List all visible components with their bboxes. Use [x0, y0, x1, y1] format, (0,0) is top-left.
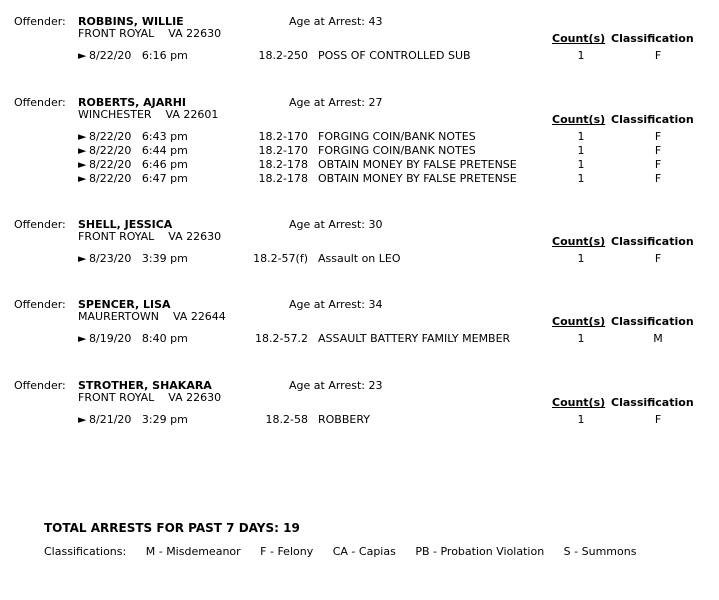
arrow-icon: ► — [78, 172, 87, 185]
offender-address: FRONT ROYAL VA 22630 — [78, 230, 222, 243]
charge-code: 18.2-57.2 — [255, 332, 308, 345]
charge-row — [0, 332, 719, 346]
charge-code: 18.2-58 — [265, 413, 308, 426]
charge-count: 1 — [577, 130, 585, 143]
charge-row — [0, 49, 719, 63]
arrow-icon: ► — [78, 158, 87, 171]
arrow-icon: ► — [78, 252, 87, 265]
arrow-icon: ► — [78, 49, 87, 62]
offender-address: WINCHESTER VA 22601 — [78, 108, 219, 121]
offender-label: Offender: — [14, 379, 66, 392]
charge-description: ASSAULT BATTERY FAMILY MEMBER — [318, 332, 511, 345]
charge-code: 18.2-178 — [258, 172, 308, 185]
charge-classification: F — [654, 158, 662, 171]
legend-item: M - Misdemeanor — [145, 545, 241, 558]
age-label: Age at Arrest: — [289, 218, 365, 231]
offender-address: MAURERTOWN VA 22644 — [78, 310, 226, 323]
classification-header: Classification — [611, 235, 694, 248]
classification-legend — [44, 545, 652, 558]
charge-classification: M — [653, 332, 663, 345]
legend-item: CA - Capias — [332, 545, 396, 558]
offender-label: Offender: — [14, 15, 66, 28]
classification-header: Classification — [611, 396, 694, 409]
legend-item: PB - Probation Violation — [415, 545, 545, 558]
age-value: 34 — [368, 298, 383, 311]
charge-classification: F — [654, 130, 662, 143]
charge-description: POSS OF CONTROLLED SUB — [318, 49, 471, 62]
charge-row — [0, 413, 719, 427]
age-label: Age at Arrest: — [289, 298, 365, 311]
counts-header: Count(s) — [552, 235, 606, 248]
charge-classification: F — [654, 144, 662, 157]
charge-count: 1 — [577, 158, 585, 171]
age-at-arrest — [289, 298, 382, 312]
charge-classification: F — [654, 413, 662, 426]
age-value: 30 — [368, 218, 383, 231]
offender-name: ROBERTS, AJARHI — [78, 96, 187, 109]
charge-count: 1 — [577, 252, 585, 265]
charge-datetime: 8/22/20 6:43 pm — [89, 130, 188, 143]
charge-classification: F — [654, 49, 662, 62]
legend-label: Classifications: — [44, 545, 127, 558]
classification-header: Classification — [611, 315, 694, 328]
charge-row — [0, 252, 719, 266]
charge-description: FORGING COIN/BANK NOTES — [318, 144, 476, 157]
age-at-arrest — [289, 96, 382, 110]
charge-row — [0, 130, 719, 144]
arrow-icon: ► — [78, 413, 87, 426]
charge-code: 18.2-170 — [258, 130, 308, 143]
charge-count: 1 — [577, 413, 585, 426]
age-label: Age at Arrest: — [289, 96, 365, 109]
age-value: 43 — [368, 15, 383, 28]
counts-header: Count(s) — [552, 315, 606, 328]
arrow-icon: ► — [78, 332, 87, 345]
charge-code: 18.2-178 — [258, 158, 308, 171]
offender-block — [0, 219, 719, 309]
offender-block — [0, 16, 719, 106]
offender-address: FRONT ROYAL VA 22630 — [78, 391, 222, 404]
charge-count: 1 — [577, 49, 585, 62]
offender-block — [0, 97, 719, 187]
counts-header: Count(s) — [552, 113, 606, 126]
total-arrests-value: 19 — [283, 521, 300, 535]
age-value: 23 — [368, 379, 383, 392]
charge-row — [0, 144, 719, 158]
charge-datetime: 8/22/20 6:46 pm — [89, 158, 188, 171]
charge-count: 1 — [577, 144, 585, 157]
charge-datetime: 8/23/20 3:39 pm — [89, 252, 188, 265]
total-arrests — [44, 521, 300, 535]
offender-label: Offender: — [14, 218, 66, 231]
arrow-icon: ► — [78, 130, 87, 143]
charge-classification: F — [654, 252, 662, 265]
age-label: Age at Arrest: — [289, 15, 365, 28]
charge-code: 18.2-250 — [258, 49, 308, 62]
charge-description: OBTAIN MONEY BY FALSE PRETENSE — [318, 158, 517, 171]
classification-header: Classification — [611, 32, 694, 45]
charge-row — [0, 172, 719, 186]
age-at-arrest — [289, 218, 382, 232]
classification-header: Classification — [611, 113, 694, 126]
charge-count: 1 — [577, 332, 585, 345]
total-arrests-label: TOTAL ARRESTS FOR PAST 7 DAYS: — [44, 521, 279, 535]
charge-datetime: 8/22/20 6:44 pm — [89, 144, 188, 157]
offender-address: FRONT ROYAL VA 22630 — [78, 27, 222, 40]
charge-description: ROBBERY — [318, 413, 371, 426]
charge-code: 18.2-57(f) — [253, 252, 308, 265]
arrow-icon: ► — [78, 144, 87, 157]
charge-classification: F — [654, 172, 662, 185]
age-at-arrest — [289, 379, 382, 393]
counts-header: Count(s) — [552, 396, 606, 409]
charge-description: OBTAIN MONEY BY FALSE PRETENSE — [318, 172, 517, 185]
age-label: Age at Arrest: — [289, 379, 365, 392]
charge-description: FORGING COIN/BANK NOTES — [318, 130, 476, 143]
charge-datetime: 8/21/20 3:29 pm — [89, 413, 188, 426]
charge-datetime: 8/22/20 6:47 pm — [89, 172, 188, 185]
offender-label: Offender: — [14, 298, 66, 311]
offender-name: SHELL, JESSICA — [78, 218, 173, 231]
offender-block — [0, 380, 719, 470]
legend-item: S - Summons — [563, 545, 637, 558]
counts-header: Count(s) — [552, 32, 606, 45]
offender-label: Offender: — [14, 96, 66, 109]
legend-item: F - Felony — [260, 545, 314, 558]
offender-name: STROTHER, SHAKARA — [78, 379, 212, 392]
charge-datetime: 8/19/20 8:40 pm — [89, 332, 188, 345]
charge-count: 1 — [577, 172, 585, 185]
age-at-arrest — [289, 15, 382, 29]
offender-name: ROBBINS, WILLIE — [78, 15, 184, 28]
age-value: 27 — [368, 96, 383, 109]
charge-row — [0, 158, 719, 172]
charge-datetime: 8/22/20 6:16 pm — [89, 49, 188, 62]
offender-name: SPENCER, LISA — [78, 298, 171, 311]
charge-code: 18.2-170 — [258, 144, 308, 157]
charge-description: Assault on LEO — [318, 252, 401, 265]
offender-block — [0, 299, 719, 389]
